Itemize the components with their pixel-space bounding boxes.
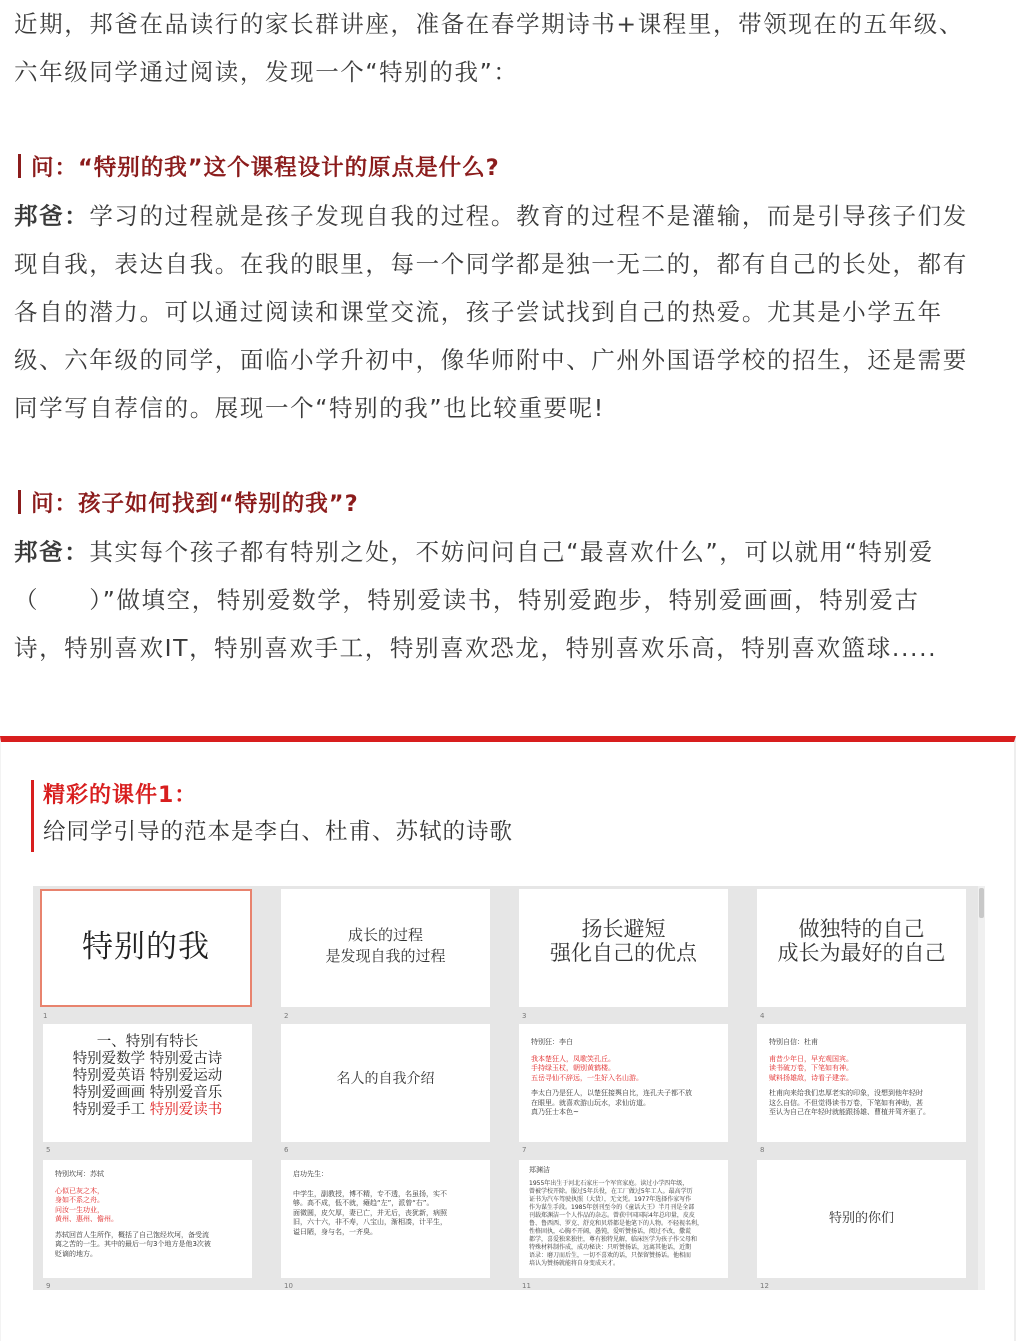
slide-text: 都学，喜爱独来独往，尊有独特见解，临床医学为孩子作父母和: [529, 1235, 698, 1243]
slide-thumbnail[interactable]: [757, 889, 966, 1007]
slide-text: 特别爱手工 特别爱读书: [72, 1102, 223, 1118]
slide-thumbnail[interactable]: [40, 889, 252, 1007]
question-bar-icon: [18, 154, 21, 178]
slide-heading: 郑渊洁: [529, 1166, 550, 1174]
answer-1-line-4: 级、六年级的同学，面临小学升初中，像华师附中、广州外国语学校的招生，还是需要: [14, 346, 968, 374]
slide-text: 旧，六十六，非不寿，八宝山，渐相凑，计平生，: [293, 1218, 447, 1226]
poem-line: 赋料扬雄敌，诗看子建亲。: [769, 1073, 853, 1082]
slide-thumbnail[interactable]: [43, 1160, 252, 1278]
scrollbar-thumb[interactable]: [979, 888, 984, 918]
slide-text: 刊载郑渊洁一个人作品的杂志。曾获中国国际4年总印量，皮皮: [529, 1211, 695, 1219]
slide-text: 够。高不成，低不就，瘫趋“左”，派曾“右”。: [293, 1199, 434, 1207]
speaker-label: 邦爸：: [14, 538, 90, 566]
slide-text: 特别爱画画 特别爱音乐: [72, 1085, 223, 1101]
speaker-label: 邦爸：: [14, 202, 90, 230]
slide-text: 特别爱数学 特别爱古诗: [72, 1051, 223, 1067]
slide-text: 1955年出生于河北石家庄一个军官家庭。读过小学四年级，: [529, 1179, 689, 1187]
slide-number: 10: [284, 1282, 293, 1290]
answer-1-line-5: 同学写自荐信的。展现一个“特别的我”也比较重要呢!: [14, 394, 605, 422]
slide-text: 鲁、鲁西西、罗克、舒克和贝塔都是他笔下的人物。不轻视名利，: [529, 1219, 704, 1227]
answer-2-line-1: 邦爸：其实每个孩子都有特别之处，不妨问问自己“最喜欢什么”，可以就用“特别爱: [14, 538, 934, 566]
slide-text: 语录：磨刀而后生，一切不喜欢的话，只保留赞扬话。他相而: [529, 1251, 692, 1259]
slide-number: 4: [760, 1012, 765, 1020]
slide-text: 是发现自我的过程: [325, 947, 446, 965]
poem-line: 我本楚狂人，凤歌笑孔丘。: [531, 1054, 615, 1063]
slide-number: 2: [284, 1012, 289, 1020]
poem-line: 身如不系之舟。: [55, 1196, 104, 1204]
slide-thumbnail[interactable]: [519, 1160, 728, 1278]
slide-title: 特别的我: [82, 929, 210, 965]
answer-2-line-3: 诗，特别喜欢IT，特别喜欢手工，特别喜欢恐龙，特别喜欢乐高，特别喜欢篮球.....: [14, 634, 938, 662]
slide-text: 这么自信。不但觉得读书万卷，下笔如有神助，甚: [769, 1098, 923, 1107]
answer-1-line-1: 邦爸：学习的过程就是孩子发现自我的过程。教育的过程不是灌输，而是引导孩子们发: [14, 202, 968, 230]
slide-text: 杜甫向来给我们忠厚老实的印象，没想到他年轻时: [769, 1089, 923, 1097]
slide-text: 贬谪的地方。: [55, 1249, 97, 1258]
slide-number: 7: [522, 1146, 527, 1154]
vertical-scrollbar[interactable]: [978, 886, 985, 1290]
slide-text: 特别爱英语 特别爱运动: [72, 1068, 223, 1084]
intro-line-1: 近期，邦爸在品读行的家长群讲座，准备在春学期诗书+课程里，带领现在的五年级、: [14, 10, 964, 38]
slide-number: 8: [760, 1146, 765, 1154]
slide-thumbnail[interactable]: [519, 1024, 728, 1142]
question-heading-2: 问：孩子如何找到“特别的我”?: [14, 480, 1004, 528]
courseware-card: [0, 736, 1016, 1341]
slide-thumbnail[interactable]: [757, 1160, 966, 1278]
intro-line-2: 六年级同学通过阅读，发现一个“特别的我”：: [14, 58, 519, 86]
slide-text: 曾被学校开除。服过5年兵役，在工厂做过5年工人。最高学历: [529, 1187, 693, 1195]
slide-text: 成长的过程: [347, 926, 423, 944]
poem-line: 读书破万卷，下笔如有神。: [769, 1064, 853, 1072]
slide-text: 离之苦的一生。其中的最后一句3个地方是他3次被: [55, 1240, 211, 1248]
poem-line: 甫昔少年日，早充观国宾。: [769, 1054, 853, 1063]
slide-thumbnail[interactable]: [281, 889, 490, 1007]
slide-sorter-screenshot: [33, 886, 985, 1290]
slide-text: 真乃狂士本色~: [531, 1108, 579, 1116]
slide-thumbnail[interactable]: [757, 1024, 966, 1142]
question-heading-1: 问：“特别的我”这个课程设计的原点是什么?: [14, 144, 1004, 192]
slide-text: 一、特别有特长: [96, 1034, 199, 1050]
slide-text: 强化自己的优点: [550, 941, 697, 965]
slide-number: 3: [522, 1012, 527, 1020]
slide-thumbnail[interactable]: [519, 889, 728, 1007]
slide-number: 12: [760, 1282, 769, 1290]
slide-number: 5: [46, 1146, 51, 1154]
slide-text: 扬长避短: [581, 917, 666, 941]
answer-1-line-2: 现自我，表达自我。在我的眼里，每一个同学都是独一无二的，都有自己的长处，都有: [14, 250, 968, 278]
slide-thumbnail[interactable]: [281, 1024, 490, 1142]
slide-title: 名人的自我介绍: [336, 1071, 435, 1087]
slide-text: 至认为自己在年轻时就能跟扬雄、曹植并驾齐驱了。: [769, 1108, 930, 1116]
poem-line: 手持绿玉杖，朝别黄鹤楼。: [531, 1064, 615, 1072]
slide-text: 培认为赞扬就能将自身变成天才。: [529, 1259, 620, 1267]
poem-line: 五岳寻仙不辞远，一生好入名山游。: [531, 1073, 643, 1082]
slide-text: 性格固执，心胸不开阔，愚钝，爱听赞扬话，阅过不改，撒谎: [529, 1227, 692, 1235]
card-subtitle: 给同学引导的范本是李白、杜甫、苏轼的诗歌: [43, 819, 514, 845]
slide-title: 特别的你们: [828, 1211, 894, 1226]
answer-1-line-3: 各自的潜力。可以通过阅读和课堂交流，孩子尝试找到自己的热爱。尤其是小学五年: [14, 298, 943, 326]
slide-text: 中学生，副教授，博不精，专不透，名虽扬，实不: [293, 1189, 447, 1198]
poem-line: 黄州、惠州、儋州。: [55, 1215, 118, 1223]
slide-text: 作为谋生手段。1985年创刊至今的《童话大王》半月刊是全部: [529, 1203, 695, 1211]
slide-heading: 特别坎坷：苏轼: [55, 1170, 104, 1178]
card-header: [31, 780, 513, 852]
answer-2-line-2: （ ）”做填空，特别爱数学，特别爱读书，特别爱跑步，特别爱画画，特别爱古: [14, 586, 920, 614]
slide-number: 11: [522, 1282, 531, 1290]
slide-heading: 特别狂：李白: [531, 1038, 573, 1046]
slide-text: 在眼里。就喜欢游山玩水，求仙访道。: [531, 1098, 650, 1107]
slide-text: 面微圆，皮欠厚，妻已亡，并无后，丧犹新，病照: [293, 1208, 447, 1217]
slide-number: 9: [46, 1282, 51, 1290]
slide-text: 成长为最好的自己: [777, 941, 946, 965]
slide-text: 谥曰陋，身与名，一齐臭。: [293, 1227, 377, 1236]
slide-text: 特殊材料制作成，成功秘诀：只听赞扬话，远离其他话，近期: [529, 1243, 692, 1251]
question-bar-icon: [18, 490, 21, 514]
slide-heading: 特别自信：杜甫: [769, 1038, 818, 1046]
slide-number: 6: [284, 1146, 289, 1154]
slide-heading: 启功先生：: [293, 1170, 328, 1178]
poem-line: 心似已灰之木，: [55, 1186, 104, 1195]
card-title: 精彩的课件1：: [43, 783, 198, 808]
slide-text: 做独特的自己: [798, 917, 925, 941]
slide-text: 苏轼回首人生所作，概括了自己饱经坎坷，备受流: [55, 1230, 209, 1239]
article-body: [14, 0, 1004, 672]
slide-thumbnail[interactable]: [43, 1024, 252, 1142]
slide-text: 李太白乃是狂人，以楚狂接舆自比，连孔夫子都不放: [531, 1089, 692, 1097]
slide-thumbnail[interactable]: [281, 1160, 490, 1278]
slide-number: 1: [43, 1012, 48, 1020]
slide-text: 证书为汽车驾驶执照（大货），无文凭。1977年选择作家写作: [529, 1195, 692, 1203]
poem-line: 问汝一生功业，: [55, 1205, 104, 1214]
